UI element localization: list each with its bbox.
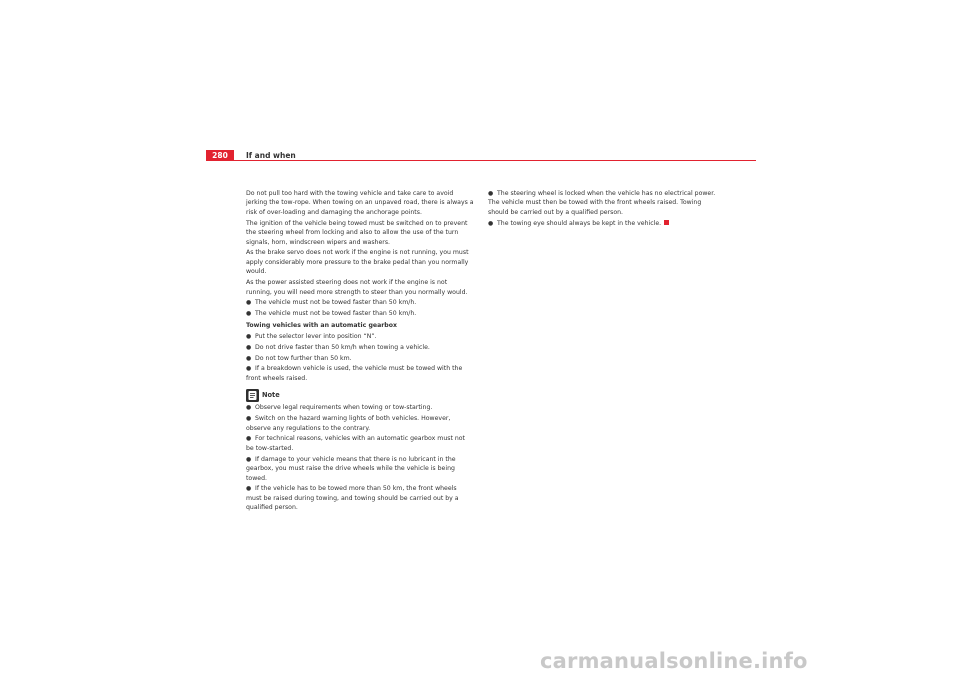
- bullet-item: ● The towing eye should always be kept in the vehicle.: [488, 219, 716, 228]
- bullet-icon: ●: [246, 310, 252, 318]
- bullet-item: ● Do not drive faster than 50 km/h when towing a vehicle.: [246, 343, 430, 351]
- section-title: If and when: [246, 151, 296, 160]
- bullet-icon: ●: [246, 343, 252, 351]
- bullet-icon: ●: [246, 435, 252, 443]
- info-note-icon: [246, 389, 259, 402]
- page-header: [206, 150, 756, 161]
- subheading: Towing vehicles with an automatic gearbox: [246, 321, 397, 329]
- right-column: [488, 189, 716, 230]
- bullet-icon: ●: [246, 299, 252, 307]
- bullet-icon: ●: [246, 404, 252, 412]
- bullet-item: ● If a breakdown vehicle is used, the vehicle must be towed with the front wheels raised.: [246, 365, 463, 382]
- bullet-icon: ●: [246, 354, 252, 362]
- bullet-item: ● Put the selector lever into position “N”.: [246, 332, 377, 340]
- bullet-icon: ●: [246, 415, 252, 423]
- note-bullet-item: ● If the vehicle has to be towed more than 50 km, the front wheels must be raised during towing, and towing should be carried out by a qualified person.: [246, 485, 459, 512]
- note-heading: [246, 388, 474, 402]
- bullet-icon: ●: [246, 365, 252, 373]
- paragraph: The ignition of the vehicle being towed must be switched on to prevent the steering wheel from locking and also to allow the use of the turn signals, horn, windscreen wipers and washers.: [246, 219, 468, 246]
- watermark: carmanualsonline.info: [540, 649, 808, 673]
- paragraph: As the brake servo does not work if the engine is not running, you must apply considerably more pressure to the brake pedal than you normally would.: [246, 249, 469, 276]
- paragraph: Do not pull too hard with the towing vehicle and take care to avoid jerking the tow-rope. When towing on an unpaved road, there is always a risk of over-loading and damaging the anchorage points.: [246, 190, 474, 216]
- bullet-item: ● Do not tow further than 50 km.: [246, 354, 352, 362]
- note-bullet-item: ● For technical reasons, vehicles with an automatic gearbox must not be tow-started.: [246, 435, 465, 452]
- bullet-icon: ●: [488, 219, 494, 227]
- page-number: 280: [206, 150, 234, 161]
- bullet-icon: ●: [488, 190, 494, 197]
- bullet-item: ● The vehicle must not be towed faster than 50 km/h.: [246, 310, 417, 318]
- bullet-icon: ●: [246, 332, 252, 340]
- note-label: Note: [262, 390, 280, 399]
- left-column: [246, 189, 474, 514]
- note-bullet-item: ● If damage to your vehicle means that there is no lubricant in the gearbox, you must raise the drive wheels while the vehicle is being towed.: [246, 455, 456, 482]
- header-divider: [206, 160, 756, 161]
- note-bullet-item: ● Switch on the hazard warning lights of both vehicles. However, observe any regulations to the contrary.: [246, 415, 451, 432]
- end-of-section-icon: [664, 220, 669, 225]
- bullet-item: ● The steering wheel is locked when the vehicle has no electrical power. The vehicle must then be towed with the front wheels raised. Towing should be carried out by a qualified person.: [488, 190, 716, 216]
- bullet-icon: ●: [246, 485, 252, 493]
- note-bullet-item: ● Observe legal requirements when towing or tow-starting.: [246, 404, 433, 412]
- bullet-icon: ●: [246, 455, 252, 463]
- paragraph: As the power assisted steering does not work if the engine is not running, you will need more strength to steer than you normally would.: [246, 279, 468, 296]
- bullet-item: ● The vehicle must not be towed faster than 50 km/h.: [246, 299, 417, 307]
